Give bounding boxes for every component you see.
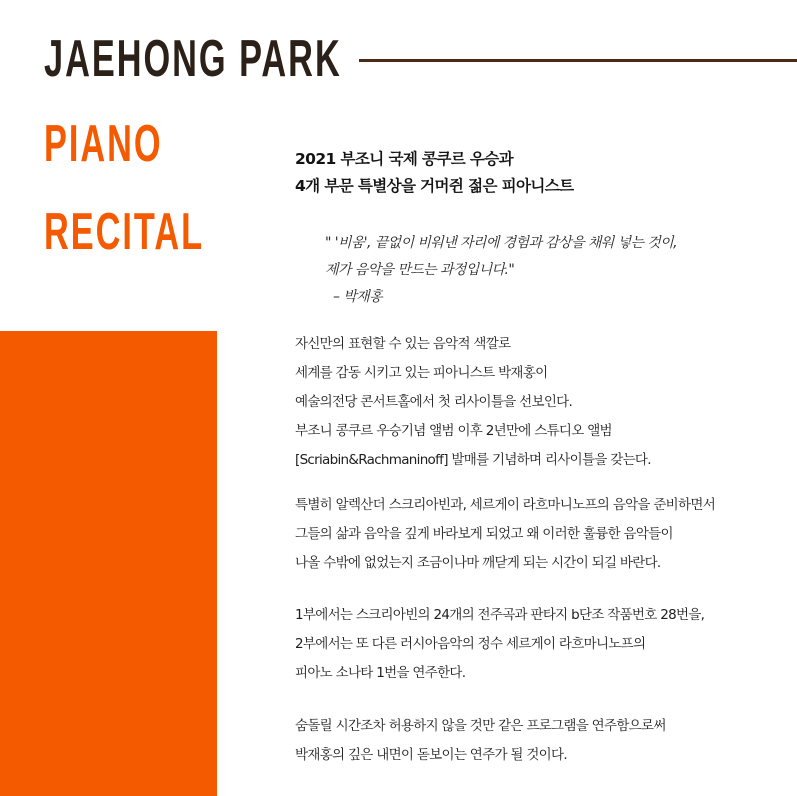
paragraph-line: 부조니 콩쿠르 우승기념 앨범 이후 2년만에 스튜디오 앨범 [295, 423, 612, 439]
body-paragraph-1 [295, 330, 795, 475]
paragraph-line: 숨돌릴 시간조차 허용하지 않을 것만 같은 프로그램을 연주함으로써 [295, 718, 666, 734]
intro-line: 2021 부조니 국제 콩쿠르 우승과 [295, 150, 514, 168]
intro-line: 4개 부문 특별상을 거머쥔 젊은 피아니스트 [295, 177, 574, 195]
paragraph-line: 피아노 소나타 1번을 연주한다. [295, 665, 466, 681]
artist-quote [325, 230, 785, 311]
paragraph-line: 1부에서는 스크리아빈의 24개의 전주곡과 판타지 b단조 작품번호 28번을, [295, 607, 705, 623]
paragraph-line: 그들의 삶과 음악을 깊게 바라보게 되었고 왜 이러한 훌륭한 음악들이 [295, 526, 673, 542]
paragraph-line: 자신만의 표현할 수 있는 음악적 색깔로 [295, 336, 511, 352]
performer-name-title: JAEHONG PARK [44, 30, 342, 88]
header-divider-line [359, 59, 797, 62]
recital-title-line-2: RECITAL [44, 203, 205, 261]
intro-heading [295, 146, 785, 200]
paragraph-line: 특별히 알렉산더 스크리아빈과, 세르게이 라흐마니노프의 음악을 준비하면서 [295, 497, 716, 513]
quote-attribution: – 박재홍 [333, 289, 383, 305]
paragraph-line: 나올 수밖에 없었는지 조금이나마 깨닫게 되는 시간이 되길 바란다. [295, 555, 661, 571]
paragraph-line: 세계를 감동 시키고 있는 피아니스트 박재홍이 [295, 365, 548, 381]
body-paragraph-3 [295, 601, 795, 688]
paragraph-line: 2부에서는 또 다른 러시아음악의 정수 세르게이 라흐마니노프의 [295, 636, 646, 652]
paragraph-line: [Scriabin&Rachmaninoff] 발매를 기념하며 리사이틀을 갖는다. [295, 452, 651, 468]
body-paragraph-4 [295, 712, 795, 770]
body-paragraph-2 [295, 491, 795, 578]
paragraph-line: 박재홍의 깊은 내면이 돋보이는 연주가 될 것이다. [295, 747, 567, 763]
recital-title-line-1: PIANO [44, 115, 163, 173]
orange-accent-block [0, 331, 217, 796]
quote-line: 제가 음악을 만드는 과정입니다." [325, 262, 515, 278]
paragraph-line: 예술의전당 콘서트홀에서 첫 리사이틀을 선보인다. [295, 394, 573, 410]
quote-line: " '비움', 끝없이 비워낸 자리에 경험과 감상을 채워 넣는 것이, [325, 235, 677, 251]
